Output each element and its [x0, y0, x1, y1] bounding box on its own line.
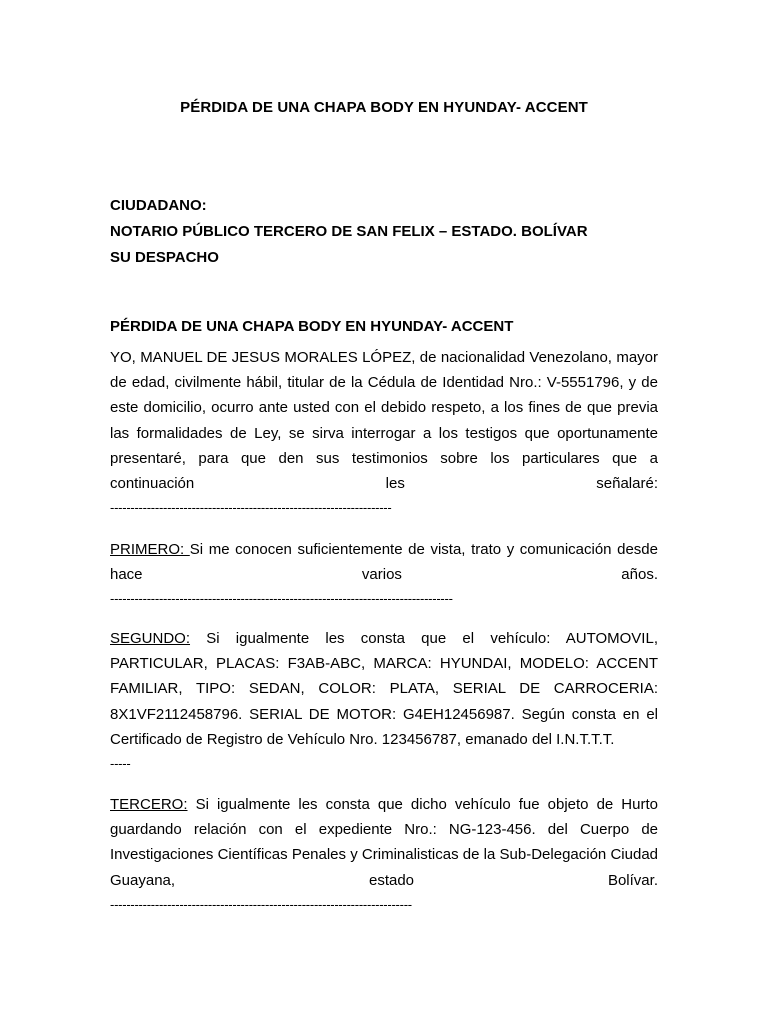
- tercero-dash-line: --------------------------------------------------------------------------: [110, 896, 412, 912]
- segundo-text-wrap: [110, 626, 658, 752]
- addressee-line-notary: NOTARIO PÚBLICO TERCERO DE SAN FELIX – ESTADO. BOLÍVAR: [110, 223, 588, 240]
- primero-label: PRIMERO:: [110, 541, 190, 558]
- segundo-paragraph: [110, 626, 658, 776]
- primero-text: Si me conocen suficientemente de vista, trato y comunicación desde hace varios años.: [110, 541, 658, 584]
- tercero-label: TERCERO:: [110, 796, 188, 813]
- subject-heading: PÉRDIDA DE UNA CHAPA BODY EN HYUNDAY- ACCENT: [110, 318, 514, 335]
- segundo-label: SEGUNDO:: [110, 630, 191, 647]
- intro-paragraph: [110, 345, 658, 520]
- addressee-line-citizen: CIUDADANO:: [110, 197, 207, 214]
- tercero-text: Si igualmente les consta que dicho vehículo fue objeto de Hurto guardando relación con el expediente Nro.: NG-123-456. del Cuerpo de Investigaciones Científicas Penales y Criminalisticas de la Sub-Delegación Ciudad Guayana, estado Bolívar.: [110, 796, 658, 889]
- intro-dash-line: ---------------------------------------------------------------------: [110, 500, 392, 516]
- addressee-block: [110, 193, 588, 271]
- addressee-line-office: SU DESPACHO: [110, 249, 219, 266]
- primero-text-wrap: [110, 537, 658, 587]
- primero-dash-line: ------------------------------------------------------------------------------------: [110, 591, 453, 607]
- tercero-paragraph: [110, 792, 658, 917]
- segundo-text: Si igualmente les consta que el vehículo: AUTOMOVIL, PARTICULAR, PLACAS: F3AB-ABC, MARCA: HYUNDAI, MODELO: ACCENT FAMILIAR, TIPO: SEDAN, COLOR: PLATA, SERIAL DE CARROCERIA: 8X1VF2112458796. SERIAL DE MOTOR: G4EH12456987. Según consta en el Certificado de Registro de Vehículo Nro. 123456787, emanado del I.N.T.T.T.: [110, 630, 658, 748]
- tercero-text-wrap: [110, 792, 658, 893]
- primero-paragraph: [110, 537, 658, 611]
- intro-text: YO, MANUEL DE JESUS MORALES LÓPEZ, de nacionalidad Venezolano, mayor de edad, civilmente hábil, titular de la Cédula de Identidad Nro.: V-5551796, y de este domicilio, ocurro ante usted con el debido respeto, a los fines de que previa las formalidades de Ley, se sirva interrogar a los testigos que oportunamente presentaré, para que den sus testimonios sobre los particulares que a continuación les señalaré:: [110, 349, 658, 493]
- document-title: PÉRDIDA DE UNA CHAPA BODY EN HYUNDAY- ACCENT: [180, 99, 588, 116]
- segundo-dash-line: -----: [110, 756, 131, 772]
